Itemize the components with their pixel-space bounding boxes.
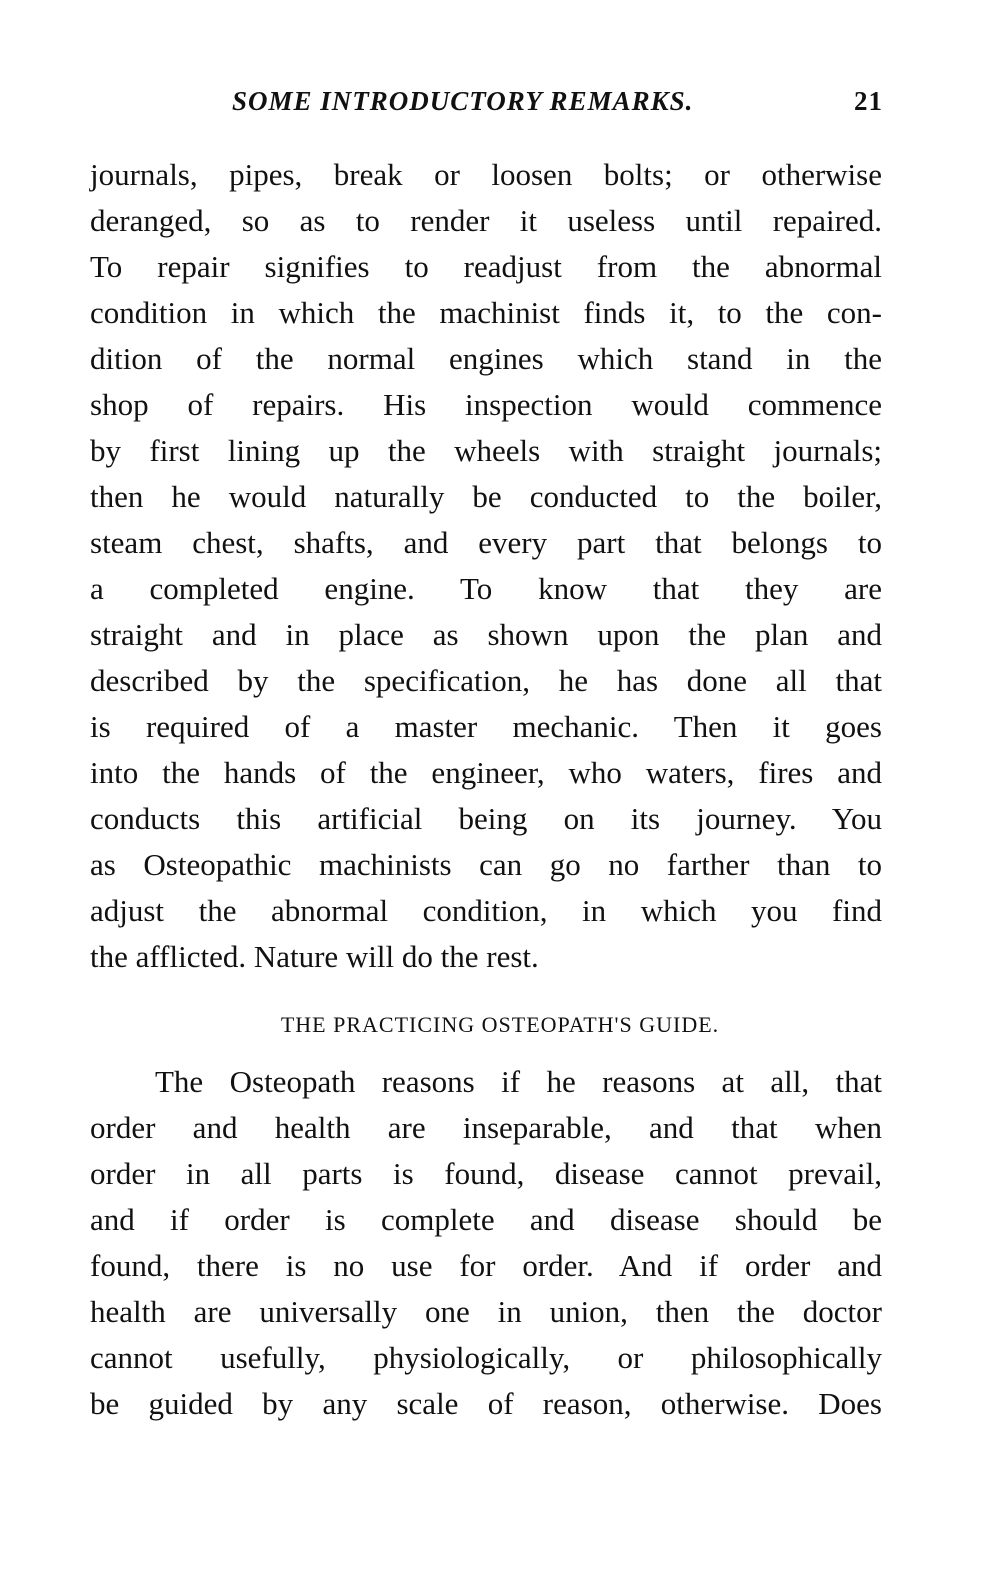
text-line: deranged, so as to render it useless until repaired. (90, 203, 882, 238)
text-line: dition of the normal engines which stand in the (90, 341, 882, 376)
text-line: cannot usefully, physiologically, or philosophically (90, 1340, 882, 1375)
text-line: journals, pipes, break or loosen bolts; or otherwise (90, 157, 882, 192)
text-line: order in all parts is found, disease cannot prevail, (90, 1156, 882, 1191)
text-line: is required of a master mechanic. Then it goes (90, 709, 882, 744)
text-line: then he would naturally be conducted to the boiler, (90, 479, 882, 514)
text-line: described by the specification, he has done all that (90, 663, 882, 698)
text-line: The Osteopath reasons if he reasons at all, that (155, 1064, 882, 1099)
text-line: steam chest, shafts, and every part that belongs to (90, 525, 882, 560)
text-line: To repair signifies to readjust from the abnormal (90, 249, 882, 284)
text-line: found, there is no use for order. And if order and (90, 1248, 882, 1283)
text-line: order and health are inseparable, and that when (90, 1110, 882, 1145)
text-line: shop of repairs. His inspection would commence (90, 387, 882, 422)
text-line: adjust the abnormal condition, in which you find (90, 893, 882, 928)
text-line: health are universally one in union, then the doctor (90, 1294, 882, 1329)
running-title: SOME INTRODUCTORY REMARKS. (232, 86, 694, 116)
text-line: into the hands of the engineer, who waters, fires and (90, 755, 882, 790)
text-line: be guided by any scale of reason, otherwise. Does (90, 1386, 882, 1421)
text-line: by first lining up the wheels with straight journals; (90, 433, 882, 468)
section-heading: THE PRACTICING OSTEOPATH'S GUIDE. (280, 1012, 720, 1037)
text-line: a completed engine. To know that they are (90, 571, 882, 606)
text-line: and if order is complete and disease should be (90, 1202, 882, 1237)
text-line: conducts this artificial being on its journey. You (90, 801, 882, 836)
text-line: condition in which the machinist finds it, to the con- (90, 295, 882, 330)
running-head (88, 86, 883, 126)
page-number: 21 (854, 86, 883, 116)
text-line: straight and in place as shown upon the plan and (90, 617, 882, 652)
text-line: as Osteopathic machinists can go no farther than to (90, 847, 882, 882)
text-line: the afflicted. Nature will do the rest. (90, 939, 539, 974)
